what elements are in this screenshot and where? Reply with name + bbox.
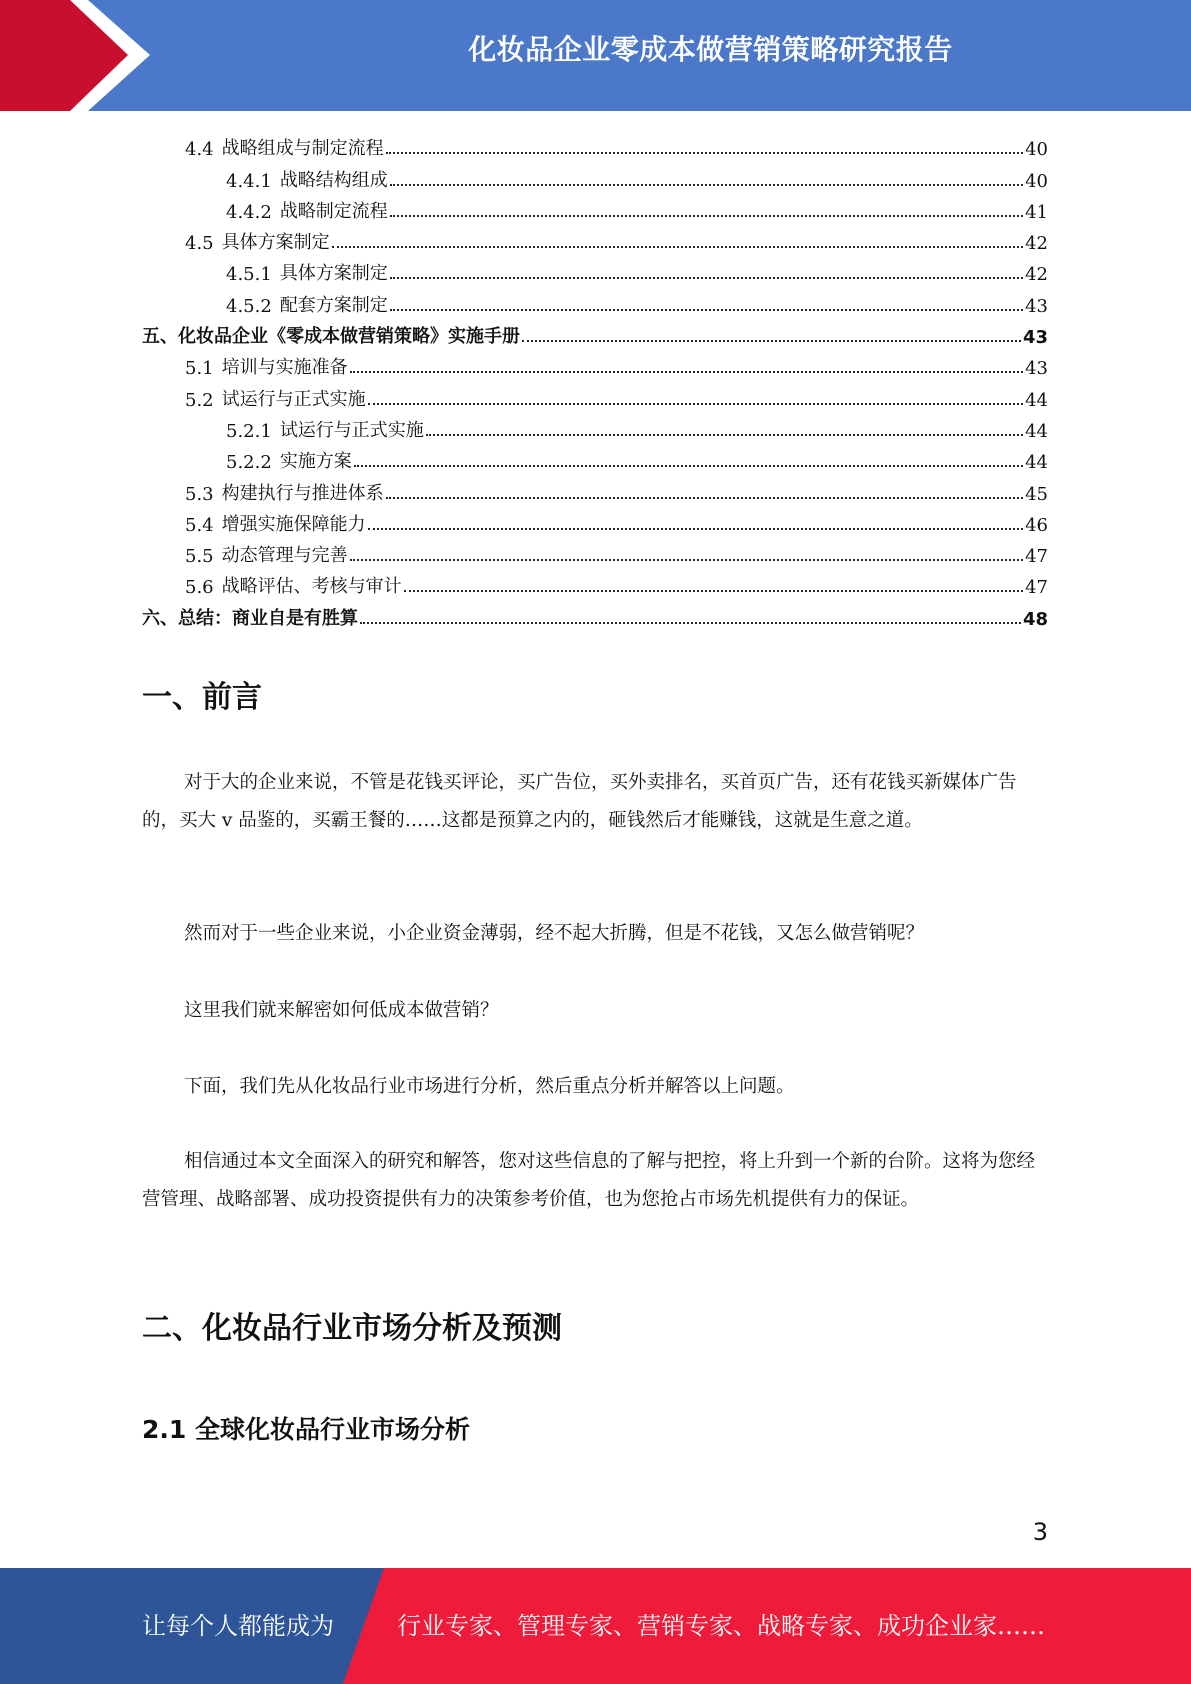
toc-entry-page: 40 <box>1025 139 1048 161</box>
footer-slogan-left: 让每个人都能成为 <box>142 1612 334 1640</box>
toc-entry-title: 构建执行与推进体系 <box>221 482 384 504</box>
toc-entry-page: 43 <box>1025 295 1048 317</box>
toc-entry-page: 40 <box>1025 170 1048 192</box>
toc-entry-title: 战略组成与制定流程 <box>221 138 384 160</box>
toc-entry[interactable] <box>142 192 1048 223</box>
toc-entry-number: 5.1 <box>185 358 214 380</box>
subsection-heading-global-market: 2.1 全球化妆品行业市场分析 <box>142 1415 470 1444</box>
toc-leader-dots <box>332 246 1023 248</box>
page-header <box>0 0 1191 111</box>
toc-entry[interactable] <box>142 442 1048 473</box>
toc-entry-title: 战略结构组成 <box>279 169 388 191</box>
toc-entry-number: 4.4.1 <box>226 170 272 192</box>
toc-entry[interactable] <box>142 160 1048 191</box>
toc-entry-page: 44 <box>1025 452 1048 474</box>
paragraph: 下面，我们先从化妆品行业市场进行分析，然后重点分析并解答以上问题。 <box>184 1076 795 1097</box>
toc-entry-page: 44 <box>1025 420 1048 442</box>
toc-leader-dots <box>390 277 1023 279</box>
toc-entry-title: 具体方案制定 <box>221 232 330 254</box>
toc-entry-title: 实施方案 <box>279 451 352 473</box>
toc-leader-dots <box>354 465 1023 467</box>
toc-entry-title: 战略制定流程 <box>279 200 388 222</box>
toc-entry[interactable] <box>142 473 1048 504</box>
toc-entry[interactable] <box>142 411 1048 442</box>
toc-entry-number: 5.5 <box>185 546 214 568</box>
paragraph: 然而对于一些企业来说，小企业资金薄弱，经不起大折腾，但是不花钱，又怎么做营销呢？ <box>184 923 925 944</box>
toc-entry-number: 4.4.2 <box>226 201 272 223</box>
toc-leader-dots <box>522 340 1021 342</box>
toc-entry-number: 5.6 <box>185 577 214 599</box>
toc-entry-number: 5.3 <box>185 483 214 505</box>
toc-entry-title: 试运行与正式实施 <box>279 419 424 441</box>
paragraph: 相信通过本文全面深入的研究和解答，您对这些信息的了解与把控，将上升到一个新的台阶。这将为您经营管理、战略部署、成功投资提供有力的决策参考价值，也为您抢占市场先机提供有力的保证。 <box>142 1151 1036 1210</box>
toc-entry-number: 4.5.2 <box>226 295 272 317</box>
toc-entry-number: 5.2.1 <box>226 420 272 442</box>
toc-entry[interactable] <box>142 254 1048 285</box>
toc-entry[interactable] <box>142 598 1048 629</box>
toc-entry[interactable] <box>142 505 1048 536</box>
toc-leader-dots <box>390 309 1023 311</box>
toc-leader-dots <box>386 152 1023 154</box>
toc-entry-title: 具体方案制定 <box>279 263 388 285</box>
paragraph: 对于大的企业来说，不管是花钱买评论，买广告位，买外卖排名，买首页广告，还有花钱买新媒体广告的，买大 v 品鉴的，买霸王餐的……这都是预算之内的，砸钱然后才能赚钱，这就是生意之道。 <box>142 772 1017 831</box>
footer-slogan-right: 行业专家、管理专家、营销专家、战略专家、成功企业家…… <box>397 1612 1045 1640</box>
toc-entry-page: 45 <box>1025 483 1048 505</box>
toc-leader-dots <box>368 528 1023 530</box>
toc-entry-title: 培训与实施准备 <box>221 357 348 379</box>
toc-entry[interactable] <box>142 223 1048 254</box>
toc-entry[interactable] <box>142 285 1048 316</box>
toc-entry-number: 5.4 <box>185 514 214 536</box>
toc-entry-page: 48 <box>1022 608 1048 630</box>
toc-leader-dots <box>426 434 1023 436</box>
toc-entry-title: 试运行与正式实施 <box>221 388 366 410</box>
section-heading-market-analysis: 二、化妆品行业市场分析及预测 <box>142 1311 562 1346</box>
toc-entry-title: 增强实施保障能力 <box>221 513 366 535</box>
toc-entry-title: 六、总结：商业自是有胜算 <box>142 607 358 629</box>
toc-entry-number: 4.5.1 <box>226 264 272 286</box>
toc-leader-dots <box>350 371 1023 373</box>
toc-entry-number: 4.5 <box>185 233 214 255</box>
page-footer <box>0 1568 1191 1684</box>
toc-entry-title: 五、化妆品企业《零成本做营销策略》实施手册 <box>142 326 520 348</box>
toc-entry[interactable] <box>142 348 1048 379</box>
section-heading-preface: 一、前言 <box>142 680 262 715</box>
header-title: 化妆品企业零成本做营销策略研究报告 <box>468 33 953 66</box>
toc-entry-number: 5.2.2 <box>226 452 272 474</box>
toc-entry-page: 43 <box>1022 327 1048 349</box>
page-number: 3 <box>1032 1518 1048 1546</box>
toc-leader-dots <box>390 184 1023 186</box>
toc-entry-page: 47 <box>1025 577 1048 599</box>
toc-entry-page: 46 <box>1025 514 1048 536</box>
toc-leader-dots <box>390 215 1023 217</box>
paragraph: 这里我们就来解密如何低成本做营销？ <box>184 1000 499 1021</box>
toc-leader-dots <box>368 403 1023 405</box>
toc-entry-page: 47 <box>1025 546 1048 568</box>
toc-entry[interactable] <box>142 317 1048 348</box>
toc-entry-page: 42 <box>1025 233 1048 255</box>
toc-entry-page: 44 <box>1025 389 1048 411</box>
toc-leader-dots <box>386 497 1023 499</box>
toc-entry[interactable] <box>142 567 1048 598</box>
toc-entry-title: 战略评估、考核与审计 <box>221 576 402 598</box>
toc-entry[interactable] <box>142 536 1048 567</box>
toc-entry-number: 5.2 <box>185 389 214 411</box>
toc-leader-dots <box>350 559 1023 561</box>
toc-entry-page: 43 <box>1025 358 1048 380</box>
toc-entry-title: 动态管理与完善 <box>221 545 348 567</box>
header-arrow-icon <box>0 0 160 111</box>
table-of-contents <box>142 129 1048 630</box>
toc-entry-page: 42 <box>1025 264 1048 286</box>
toc-entry[interactable] <box>142 379 1048 410</box>
toc-leader-dots <box>404 590 1023 592</box>
toc-entry-page: 41 <box>1025 201 1048 223</box>
toc-entry-title: 配套方案制定 <box>279 294 388 316</box>
toc-entry[interactable] <box>142 129 1048 160</box>
toc-leader-dots <box>360 622 1021 624</box>
toc-entry-number: 4.4 <box>185 139 214 161</box>
